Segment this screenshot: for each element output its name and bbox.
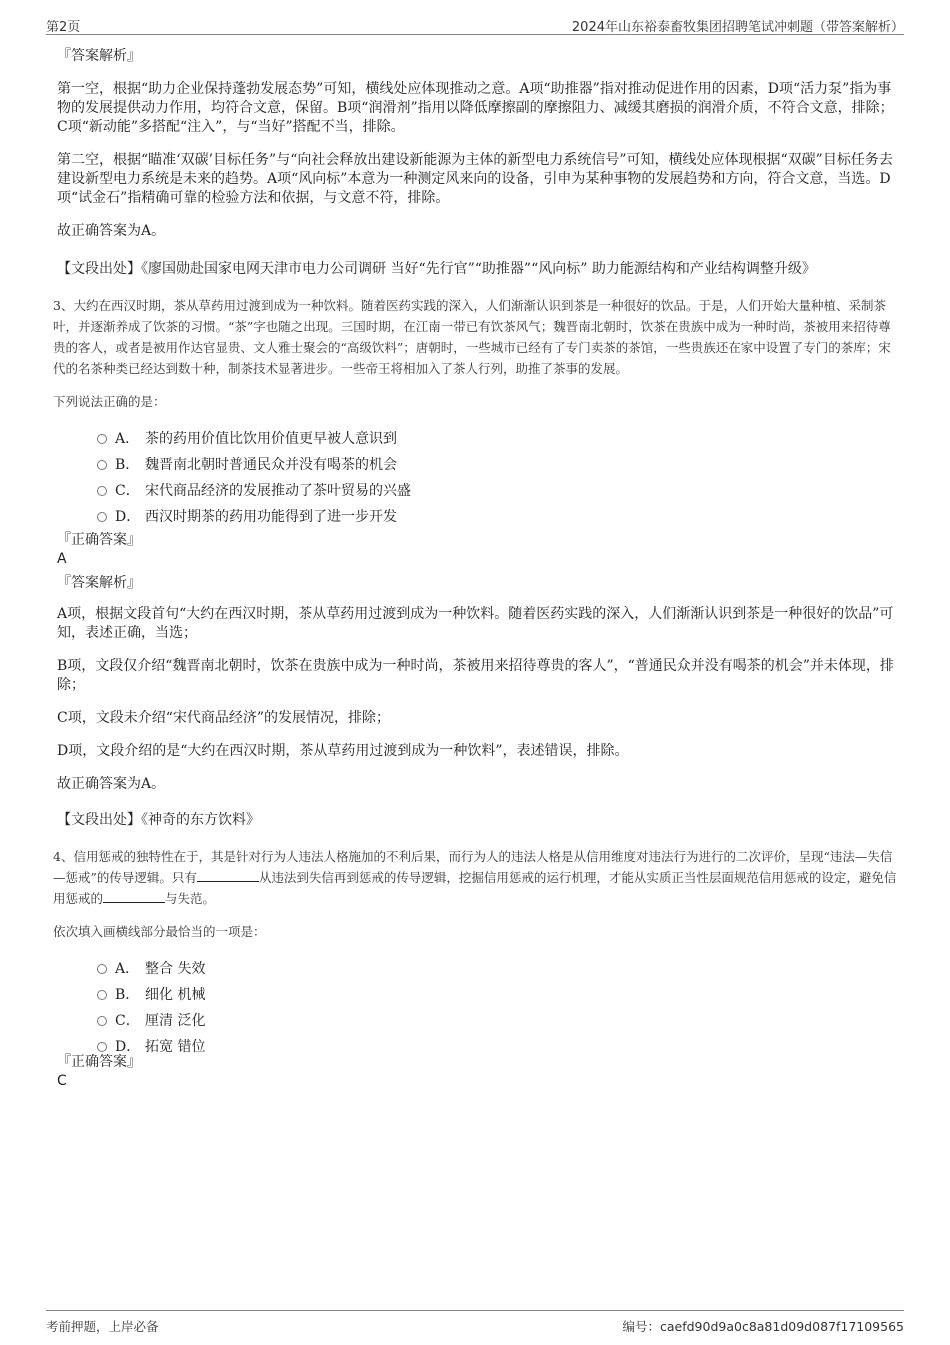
q3-analysis-a: A项，根据文段首句“大约在西汉时期，茶从草药用过渡到成为一种饮料。随着医药实践的深入，人们渐渐认识到茶是一种很好的饮品”可知，表述正确，当选； xyxy=(57,606,894,641)
q3-source: 【文段出处】《神奇的东方饮料》 xyxy=(57,812,260,828)
page-footer xyxy=(46,1310,904,1335)
q4-option-c[interactable]: C． 厘清 泛化 xyxy=(97,1008,902,1034)
q4-stem: 4、信用惩戒的独特性在于，其是针对行为人违法人格施加的不利后果，而行为人的违法人格是从信用维度对违法行为进行的二次评价，呈现“违法—失信—惩戒”的传导逻辑。只有 从违法到失信再到惩戒的传导逻辑，挖掘信用惩戒的运行机理，才能从实质正当性层面规范信用惩戒的设定，避免信用惩戒的 与失范。 xyxy=(53,849,897,906)
footer-slogan: 考前押题，上岸必备 xyxy=(46,1319,159,1334)
radio-icon[interactable] xyxy=(97,1042,107,1052)
radio-icon[interactable] xyxy=(97,434,107,444)
radio-icon[interactable] xyxy=(97,486,107,496)
q3-option-d[interactable]: D． 西汉时期茶的药用功能得到了进一步开发 xyxy=(97,504,902,530)
q3-conclusion: 故正确答案为A。 xyxy=(57,776,166,792)
q2-conclusion: 故正确答案为A。 xyxy=(57,223,166,239)
q3-option-a[interactable]: A． 茶的药用价值比饮用价值更早被人意识到 xyxy=(97,426,902,452)
radio-icon[interactable] xyxy=(97,460,107,470)
q4-options xyxy=(57,956,902,1055)
q4-correct-answer: C xyxy=(57,1073,67,1089)
page-content xyxy=(53,46,902,1091)
page-number: 第2页 xyxy=(46,20,81,35)
radio-icon[interactable] xyxy=(97,512,107,522)
q2-analysis-label: 『答案解析』 xyxy=(57,48,141,64)
blank-2 xyxy=(103,890,165,903)
q3-option-c[interactable]: C． 宋代商品经济的发展推动了茶叶贸易的兴盛 xyxy=(97,478,902,504)
document-code: 编号：caefd90d9a0c8a81d09d087f17109565 xyxy=(622,1319,904,1334)
q4-correct-label: 『正确答案』 xyxy=(57,1054,141,1070)
q3-option-b[interactable]: B． 魏晋南北朝时普通民众并没有喝茶的机会 xyxy=(97,452,902,478)
radio-icon[interactable] xyxy=(97,990,107,1000)
page-header xyxy=(46,14,904,35)
q4-option-d[interactable]: D． 拓宽 错位 xyxy=(97,1034,902,1052)
q3-correct-label: 『正确答案』 xyxy=(57,532,141,548)
q3-correct-answer: A xyxy=(57,551,67,567)
q3-prompt: 下列说法正确的是： xyxy=(53,394,166,409)
q3-analysis-d: D项，文段介绍的是“大约在西汉时期，茶从草药用过渡到成为一种饮料”，表述错误，排除。 xyxy=(57,743,629,759)
q3-analysis-c: C项，文段未介绍“宋代商品经济”的发展情况，排除； xyxy=(57,710,391,726)
document-title: 2024年山东裕泰畜牧集团招聘笔试冲刺题（带答案解析） xyxy=(571,20,904,35)
radio-icon[interactable] xyxy=(97,964,107,974)
q2-analysis-para2: 第二空，根据“瞄准‘双碳’目标任务”与“向社会释放出建设新能源为主体的新型电力系统信号”可知，横线处应体现根据“双碳”目标任务去建设新型电力系统是未来的趋势。A项“风向标”本意为一种测定风来向的设备，引申为某种事物的发展趋势和方向，符合文意，当选。D项“试金石”指精确可靠的检验方法和依据，与文意不符，排除。 xyxy=(57,152,893,206)
q3-options xyxy=(57,426,902,530)
radio-icon[interactable] xyxy=(97,1016,107,1026)
q3-analysis-b: B项，文段仅介绍“魏晋南北朝时，饮茶在贵族中成为一种时尚，茶被用来招待尊贵的客人”，“普通民众并没有喝茶的机会”并未体现，排除； xyxy=(57,658,894,693)
q2-source: 【文段出处】《廖国勋赴国家电网天津市电力公司调研 当好“先行官”“助推器”“风向标” 助力能源结构和产业结构调整升级》 xyxy=(57,261,816,277)
q2-analysis-para1: 第一空，根据“助力企业保持蓬勃发展态势”可知，横线处应体现推动之意。A项“助推器”指对推动促进作用的因素，D项“活力泵”指为事物的发展提供动力作用，均符合文意，保留。B项“润滑剂”指用以降低摩擦副的摩擦阻力、减缓其磨损的润滑介质，不符合文意，排除；C项“新动能”多搭配“注入”，与“当好”搭配不当，排除。 xyxy=(57,81,894,135)
q4-prompt: 依次填入画横线部分最恰当的一项是： xyxy=(53,924,266,939)
q4-option-b[interactable]: B． 细化 机械 xyxy=(97,982,902,1008)
q4-option-a[interactable]: A． 整合 失效 xyxy=(97,956,902,982)
q3-stem: 3、大约在西汉时期，茶从草药用过渡到成为一种饮料。随着医药实践的深入，人们渐渐认识到茶是一种很好的饮品。于是，人们开始大量种植、采制茶叶，并逐渐养成了饮茶的习惯。“茶”字也随之出现。三国时期，在江南一带已有饮茶风气；魏晋南北朝时，饮茶在贵族中成为一种时尚，茶被用来招待尊贵的客人，或者是被用作达官显贵、文人雅士聚会的“高级饮料”；唐朝时，一些城市已经有了专门卖茶的茶馆，一些贵族还在家中设置了专门的茶库；宋代的名茶种类已经达到数十种，制茶技术显著进步。一些帝王将相加入了茶人行列，助推了茶事的发展。 xyxy=(53,298,891,376)
blank-1 xyxy=(197,869,259,882)
q3-analysis-label: 『答案解析』 xyxy=(57,575,141,591)
